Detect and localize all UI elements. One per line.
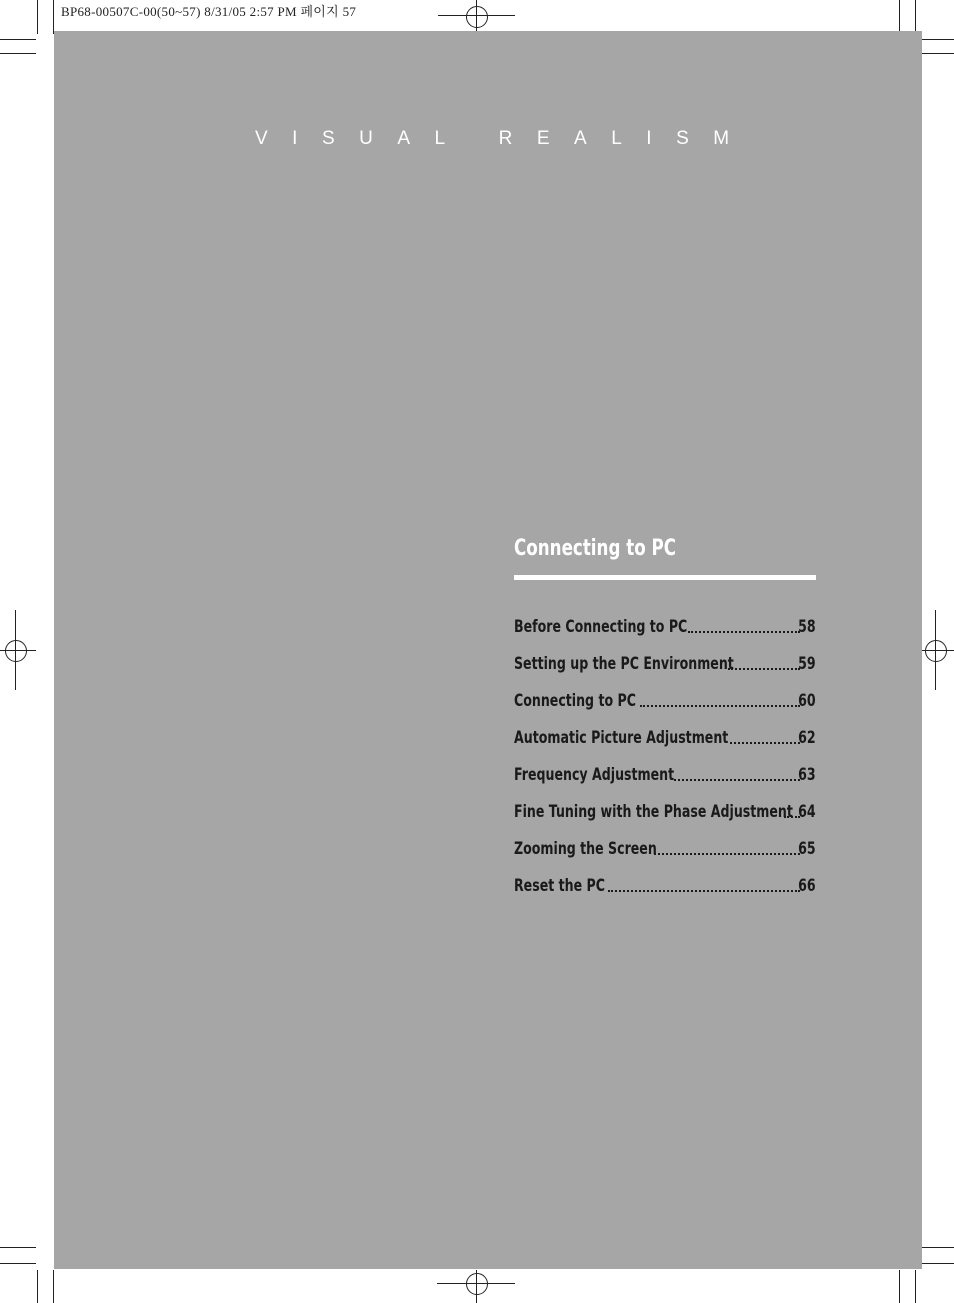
toc-item[interactable] [514, 801, 816, 838]
crop-mark [0, 53, 36, 54]
toc-item[interactable] [514, 764, 816, 801]
registration-line [437, 1283, 515, 1284]
crop-mark [915, 1270, 916, 1303]
crop-mark [899, 0, 900, 34]
registration-mark-right [925, 640, 947, 662]
registration-line [0, 650, 36, 651]
registration-line [476, 1270, 477, 1303]
print-slug: BP68-00507C-00(50~57) 8/31/05 2:57 PM 페이지 57 [61, 4, 357, 19]
registration-mark-left [5, 640, 27, 662]
toc-item[interactable] [514, 616, 816, 653]
crop-mark [918, 39, 954, 40]
crop-mark [915, 0, 916, 34]
registration-line [15, 610, 16, 690]
toc-item-page: 66 [798, 876, 816, 896]
table-of-contents [514, 616, 816, 912]
toc-item-page: 63 [798, 765, 816, 785]
registration-line [476, 0, 477, 34]
crop-mark [53, 0, 54, 34]
crop-mark [918, 1247, 954, 1248]
toc-item-label: Reset the PC [514, 876, 605, 896]
crop-mark [37, 1270, 38, 1303]
toc-leader-dots [674, 779, 800, 781]
toc-item-label: Before Connecting to PC [514, 617, 688, 637]
registration-mark-top [466, 6, 488, 28]
toc-item[interactable] [514, 838, 816, 875]
title-underline [514, 575, 816, 580]
crop-mark [0, 1263, 36, 1264]
crop-mark [37, 0, 38, 34]
toc-item-label: Setting up the PC Environment [514, 654, 734, 674]
toc-leader-dots [654, 853, 800, 855]
toc-leader-dots [640, 705, 800, 707]
toc-item-page: 60 [798, 691, 816, 711]
registration-line [918, 650, 954, 651]
toc-item-page: 62 [798, 728, 816, 748]
toc-item[interactable] [514, 875, 816, 912]
toc-item[interactable] [514, 727, 816, 764]
toc-leader-dots [728, 668, 800, 670]
toc-item[interactable] [514, 690, 816, 727]
toc-item[interactable] [514, 653, 816, 690]
crop-mark [918, 1263, 954, 1264]
toc-item-page: 65 [798, 839, 816, 859]
toc-item-label: Fine Tuning with the Phase Adjustment [514, 802, 793, 822]
crop-mark [899, 1270, 900, 1303]
section-title: Connecting to PC [514, 536, 677, 561]
tagline: VISUAL REALISM [255, 128, 754, 149]
crop-mark [918, 53, 954, 54]
toc-leader-dots [608, 890, 800, 892]
toc-item-label: Zooming the Screen [514, 839, 657, 859]
crop-mark [0, 1247, 36, 1248]
crop-mark [53, 1270, 54, 1303]
toc-item-page: 58 [798, 617, 816, 637]
toc-leader-dots [730, 742, 800, 744]
toc-item-label: Frequency Adjustment [514, 765, 675, 785]
registration-mark-bottom [466, 1273, 488, 1295]
toc-item-label: Automatic Picture Adjustment [514, 728, 729, 748]
toc-leader-dots [688, 631, 800, 633]
toc-item-label: Connecting to PC [514, 691, 636, 711]
toc-item-page: 59 [798, 654, 816, 674]
toc-item-page: 64 [798, 802, 816, 822]
crop-mark [0, 39, 36, 40]
registration-line [935, 610, 936, 690]
